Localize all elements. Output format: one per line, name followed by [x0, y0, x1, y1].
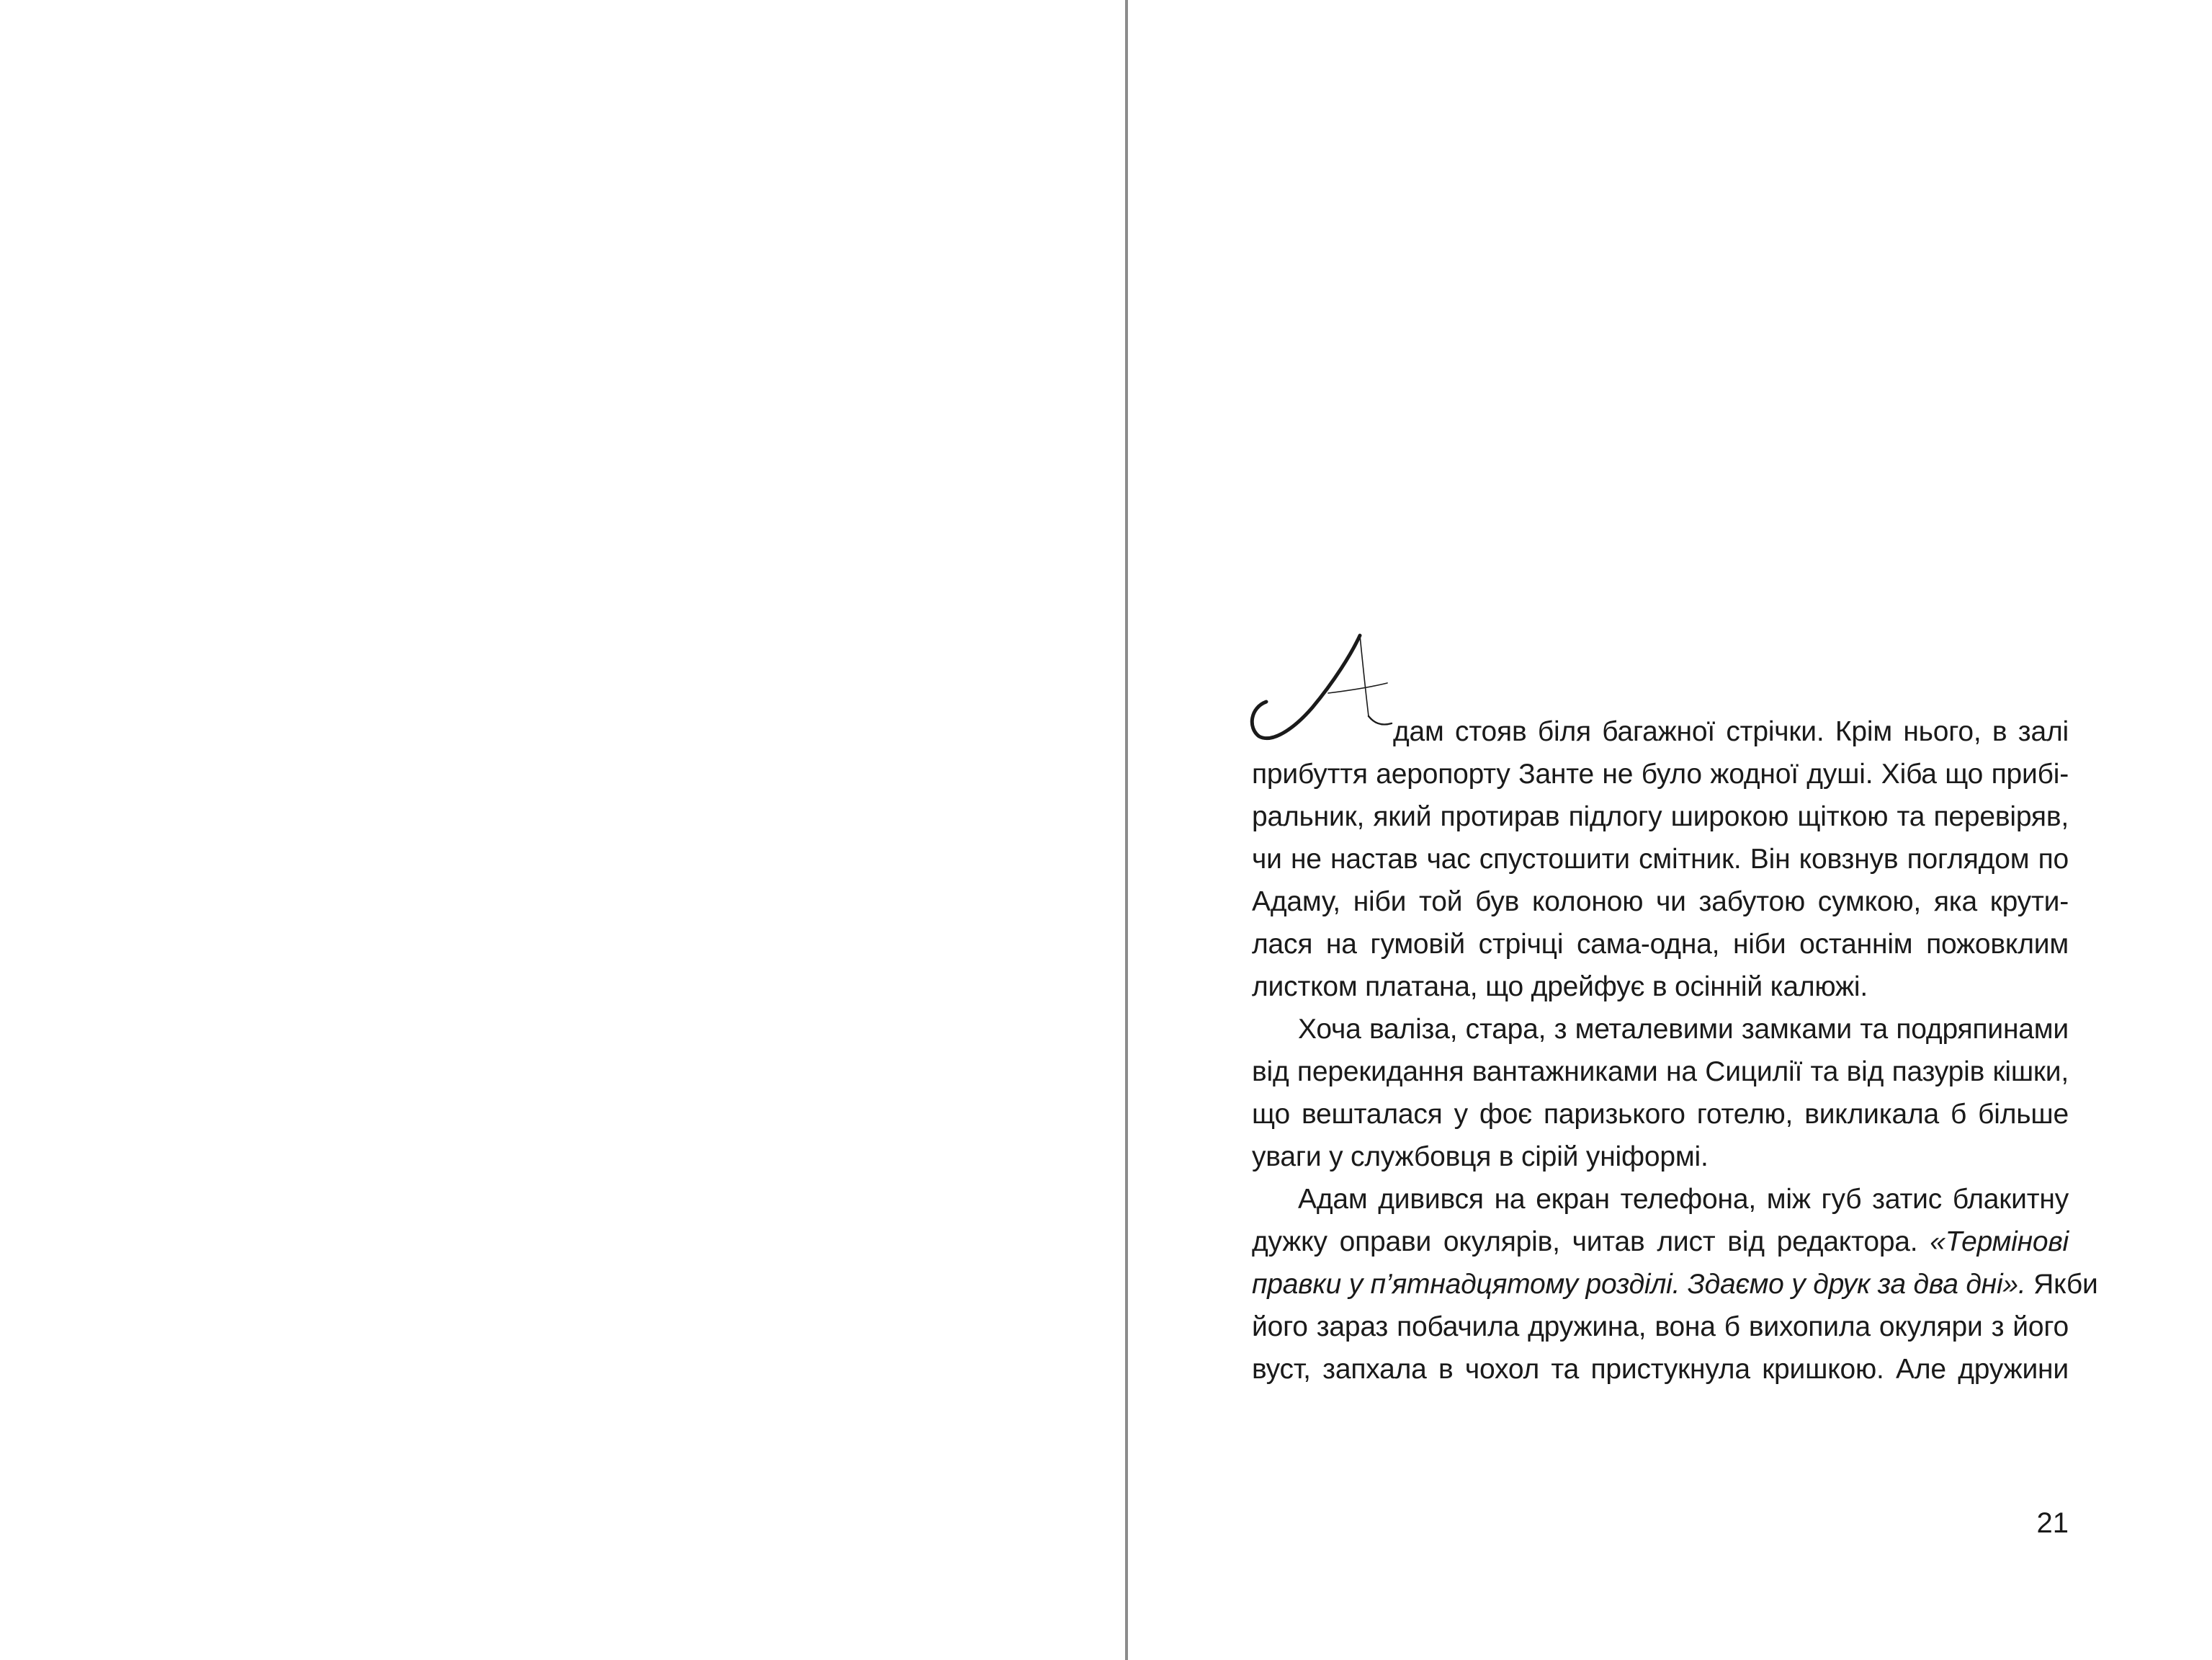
text-line: Хоча валіза, стара, з металевими замками та подряпинами	[1298, 1014, 2069, 1045]
paragraph-2	[1252, 1008, 2069, 1178]
text-line: його зараз побачила дружина, вона б вихопила окуляри з його	[1252, 1311, 2069, 1342]
italic-quote: «Термінові	[1930, 1226, 2069, 1257]
text-line: дам стояв біля багажної стрічки. Крім нього, в залі	[1393, 716, 2069, 747]
text-line: ральник, який протирав підлогу широкою щіткою та перевіряв,	[1252, 801, 2069, 832]
text-line: Адам дивився на екран телефона, між губ затис блакитну	[1298, 1184, 2069, 1215]
body-text	[1252, 710, 2098, 1391]
page-number: 21	[2036, 1507, 2069, 1539]
text-line: вуст, запхала в чохол та пристукнула кришкою. Але дружини	[1252, 1354, 2069, 1385]
text-line: уваги у службовця в сірій уніформі.	[1252, 1141, 1709, 1172]
text-line: листком платана, що дрейфує в осінній калюжі.	[1252, 971, 1868, 1002]
text-run: дужку оправи окулярів, читав лист від редактора.	[1252, 1226, 1930, 1257]
text-line: Адаму, ніби той був колоною чи забутою сумкою, яка крути-	[1252, 886, 2069, 917]
paragraph-3	[1252, 1178, 2098, 1391]
text-line: від перекидання вантажниками на Сицилії та від пазурів кішки,	[1252, 1056, 2069, 1087]
text-line: лася на гумовій стрічці сама-одна, ніби останнім пожовклим	[1252, 929, 2069, 960]
paragraph-1	[1252, 710, 2069, 1008]
text-line: прибуття аеропорту Занте не було жодної душі. Хіба що прибі-	[1252, 759, 2069, 790]
text-line: чи не настав час спустошити смітник. Він ковзнув поглядом по	[1252, 844, 2069, 875]
text-run: Якби	[2025, 1269, 2098, 1300]
text-line	[1252, 1221, 2069, 1263]
text-line: що вешталася у фоє паризького готелю, викликала б більше	[1252, 1099, 2069, 1130]
text-line	[1252, 1263, 2098, 1306]
italic-quote: правки у п’ятнадцятому розділі. Здаємо у друк за два дні».	[1252, 1269, 2026, 1300]
